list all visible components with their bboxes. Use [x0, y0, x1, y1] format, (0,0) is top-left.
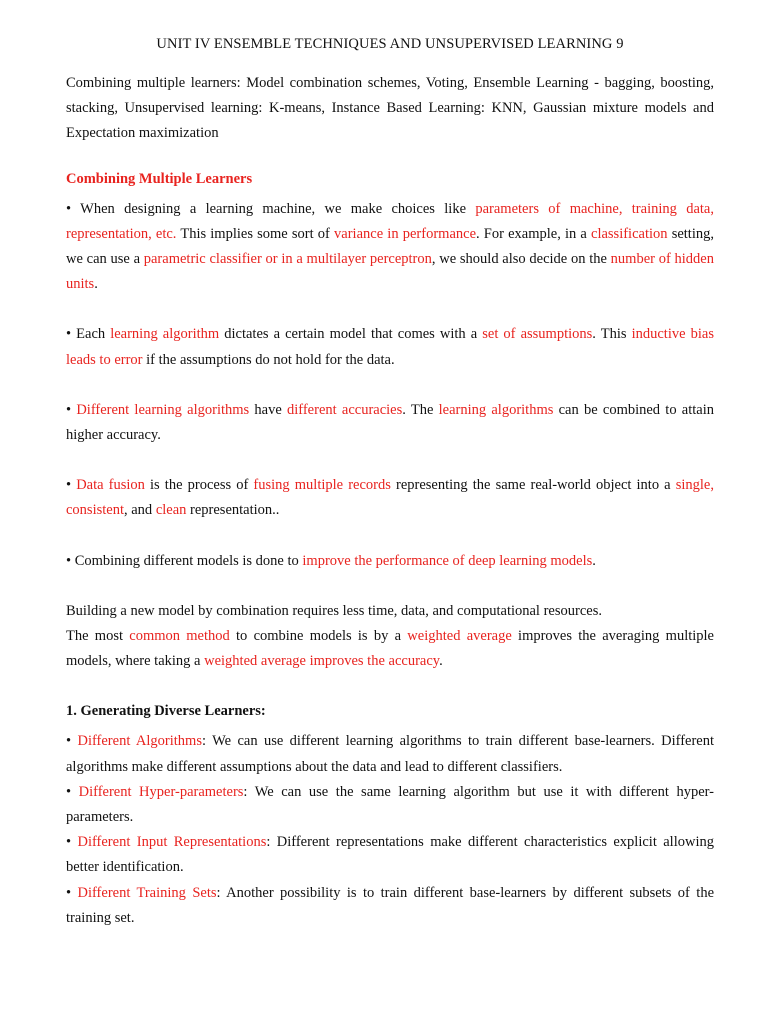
page-header: UNIT IV ENSEMBLE TECHNIQUES AND UNSUPERVISED LEARNING 9 [156, 36, 624, 52]
section-title: Combining Multiple Learners [66, 170, 253, 187]
highlight-text: parameters of machine, training data, representation, etc. [66, 200, 714, 242]
highlight-text: different accuracies [287, 401, 403, 418]
learner-item: • Different Hyper-parameters: We can use the same learning algorithm but use it with different hyper-parameters. [66, 783, 714, 826]
highlight-text: learning algorithm [110, 326, 220, 343]
highlight-text: learning algorithms [438, 401, 554, 418]
highlight-text: weighted average improves the accuracy [204, 653, 440, 670]
highlight-text: Different Input Representations [77, 834, 267, 851]
highlight-text: inductive bias leads to error [66, 326, 714, 368]
learner-item: • Different Training Sets: Another possibility is to train different base-learners by different subsets of the training set. [66, 884, 715, 926]
highlight-text: parametric classifier or in a multilayer perceptron [143, 251, 432, 268]
highlight-text: clean [155, 502, 187, 519]
bullet-data-fusion: • Data fusion is the process of fusing multiple records representing the same real-world object into a single, consistent, and clean representation.. [66, 477, 714, 519]
highlight-text: variance in performance [334, 225, 476, 242]
highlight-text: common method [129, 628, 230, 645]
subheading-diverse-learners: 1. Generating Diverse Learners: [66, 703, 266, 720]
highlight-text: fusing multiple records [253, 477, 391, 494]
highlight-text: Different Hyper-parameters [78, 783, 244, 800]
paragraph-new-model: Building a new model by combination requires less time, data, and computational resources. [66, 602, 602, 619]
highlight-text: classification [591, 225, 668, 242]
bullet-design-choices: • When designing a learning machine, we make choices like parameters of machine, training data, representation, etc. This implies some sort of variance in performance. For example, in a classification setting, we can use a parametric classifier or in a multilayer perceptron, we should also decide on the number of hidden units. [66, 200, 714, 293]
highlight-text: Data fusion [76, 477, 145, 494]
highlight-text: set of assumptions [482, 326, 593, 343]
highlight-text: Different Algorithms [77, 733, 202, 750]
bullet-accuracies: • Different learning algorithms have different accuracies. The learning algorithms can be combined to attain higher accuracy. [66, 401, 715, 444]
bullet-combining-models: • Combining different models is done to improve the performance of deep learning models. [66, 552, 596, 569]
highlight-text: Different learning algorithms [76, 401, 250, 418]
learner-item: • Different Algorithms: We can use different learning algorithms to train different base-learners. Different algorithms make different assumptions about the data and lead to different classifiers. [66, 733, 715, 775]
highlight-text: improve the performance of deep learning models [302, 552, 593, 569]
highlight-text: number of hidden units [66, 251, 714, 293]
highlight-text: weighted average [407, 628, 512, 645]
highlight-text: single, consistent [66, 477, 714, 519]
learner-item: • Different Input Representations: Different representations make different characteristics explicit allowing better identification. [66, 834, 714, 876]
intro-paragraph: Combining multiple learners: Model combination schemes, Voting, Ensemble Learning - bagging, boosting, stacking, Unsupervised learning: K-means, Instance Based Learning: KNN, Gaussian mixture models and Expectation maximization [66, 75, 714, 142]
bullet-inductive-bias: • Each learning algorithm dictates a certain model that comes with a set of assumptions. This inductive bias leads to error if the assumptions do not hold for the data. [66, 326, 714, 368]
paragraph-weighted-average: The most common method to combine models is by a weighted average improves the averaging multiple models, where taking a weighted average improves the accuracy. [66, 628, 714, 670]
highlight-text: Different Training Sets [77, 884, 217, 901]
